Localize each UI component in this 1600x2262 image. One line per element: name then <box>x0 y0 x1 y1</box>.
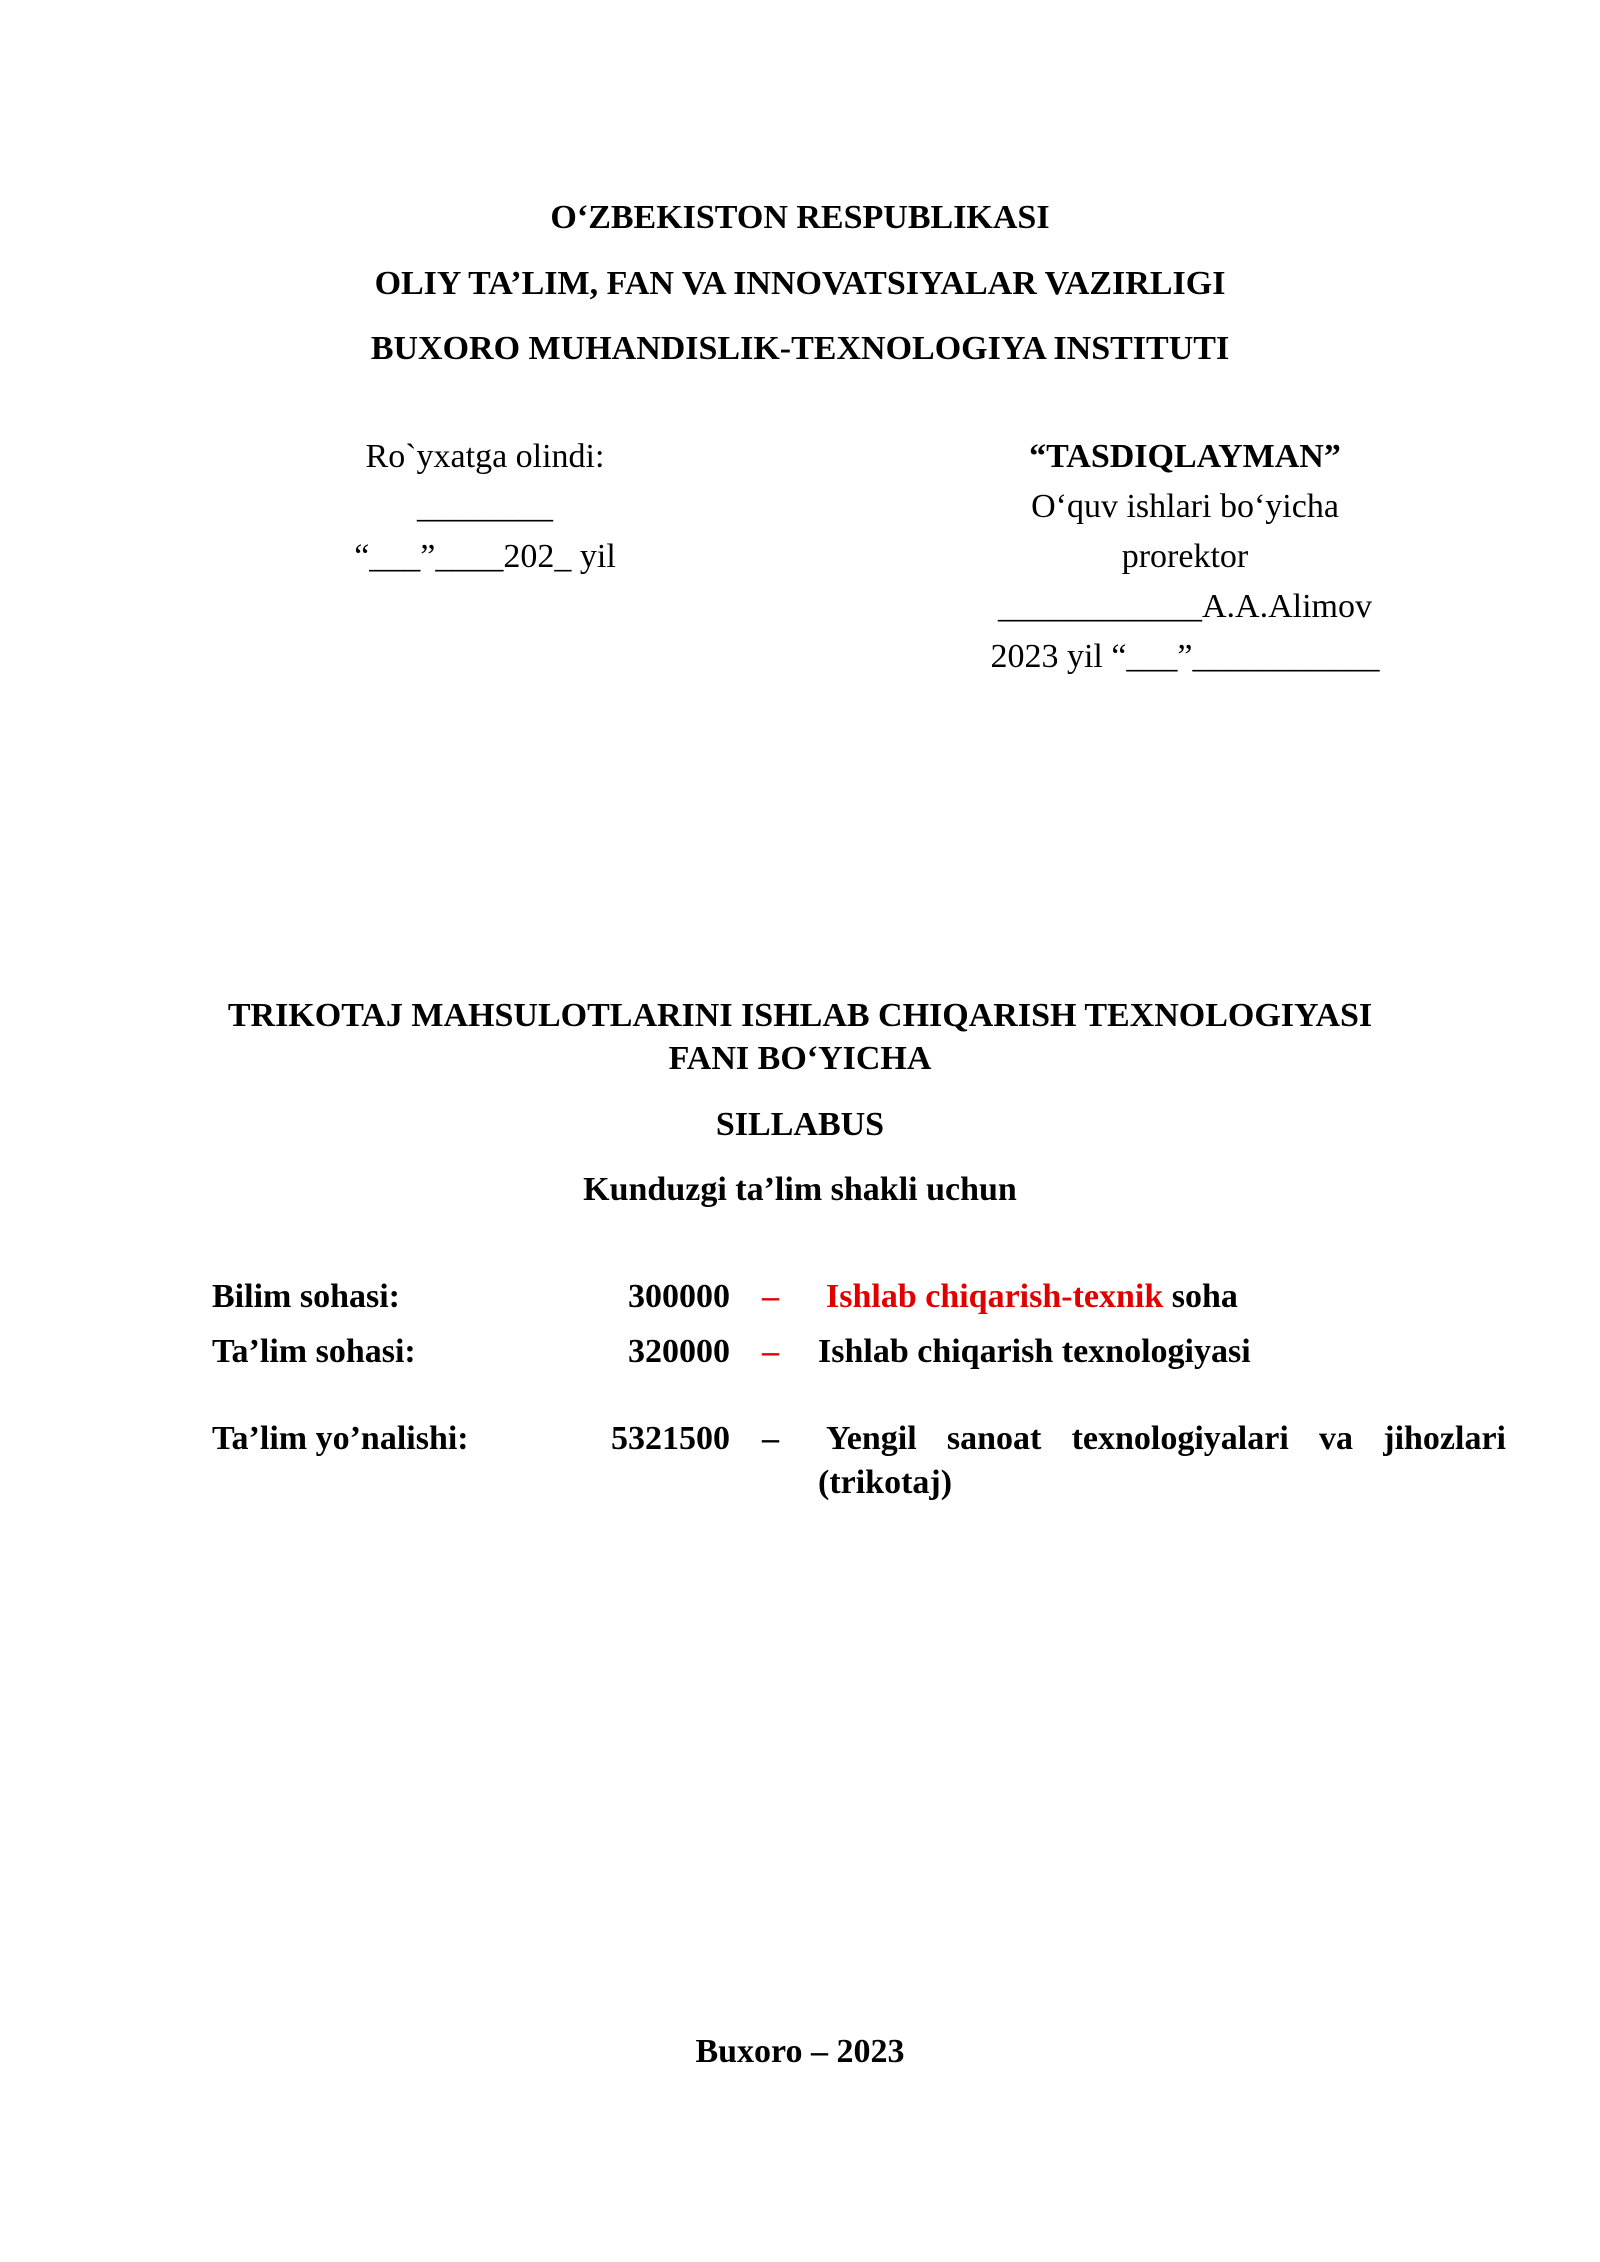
field-description: Ishlab chiqarish texnologiyasi <box>818 1333 1251 1370</box>
course-title-line2: FANI BO‘YICHA <box>668 1040 932 1077</box>
course-title-line1: TRIKOTAJ MAHSULOTLARINI ISHLAB CHIQARISH TEXNOLOGIYASI <box>227 997 1373 1034</box>
registration-blank: ________ <box>417 488 553 525</box>
field-description-rest: soha <box>1163 1278 1238 1315</box>
field-label: Ta’lim sohasi: <box>212 1333 416 1370</box>
field-dash: – <box>762 1278 779 1315</box>
study-form: Kunduzgi ta’lim shakli uchun <box>583 1171 1017 1208</box>
header-institute: BUXORO MUHANDISLIK-TEXNOLOGIYA INSTITUTI <box>370 330 1230 367</box>
field-label: Bilim sohasi: <box>212 1278 400 1315</box>
field-label: Ta’lim yo’nalishi: <box>212 1420 469 1457</box>
field-code: 5321500 <box>611 1420 730 1457</box>
approval-position-line2: prorektor <box>1121 538 1249 575</box>
registration-block <box>320 432 650 582</box>
registration-label: Ro`yxatga olindi: <box>365 438 605 475</box>
document-type: SILLABUS <box>715 1106 885 1143</box>
field-description-highlight: Ishlab chiqarish-texnik <box>826 1278 1164 1315</box>
registration-date: “___”____202_ yil <box>354 538 616 575</box>
approval-date: 2023 yil “___”___________ <box>990 638 1380 675</box>
field-dash: – <box>762 1333 779 1370</box>
field-code: 320000 <box>628 1333 730 1370</box>
header-ministry: OLIY TA’LIM, FAN VA INNOVATSIYALAR VAZIRLIGI <box>374 265 1226 302</box>
field-code: 300000 <box>628 1278 730 1315</box>
approval-position-line1: O‘quv ishlari bo‘yicha <box>1031 488 1339 525</box>
field-description-line2: (trikotaj) <box>818 1464 953 1501</box>
field-description <box>826 1275 1516 1319</box>
field-description-line1: Yengil sanoat texnologiyalari va jihozlari <box>826 1420 1506 1457</box>
approval-title: “TASDIQLAYMAN” <box>1029 438 1341 475</box>
place-year: Buxoro – 2023 <box>695 2033 905 2070</box>
approval-block <box>945 432 1425 682</box>
header-country: O‘ZBEKISTON RESPUBLIKASI <box>550 199 1050 236</box>
approval-signature: ____________A.A.Alimov <box>998 588 1372 625</box>
field-dash: – <box>762 1420 779 1457</box>
